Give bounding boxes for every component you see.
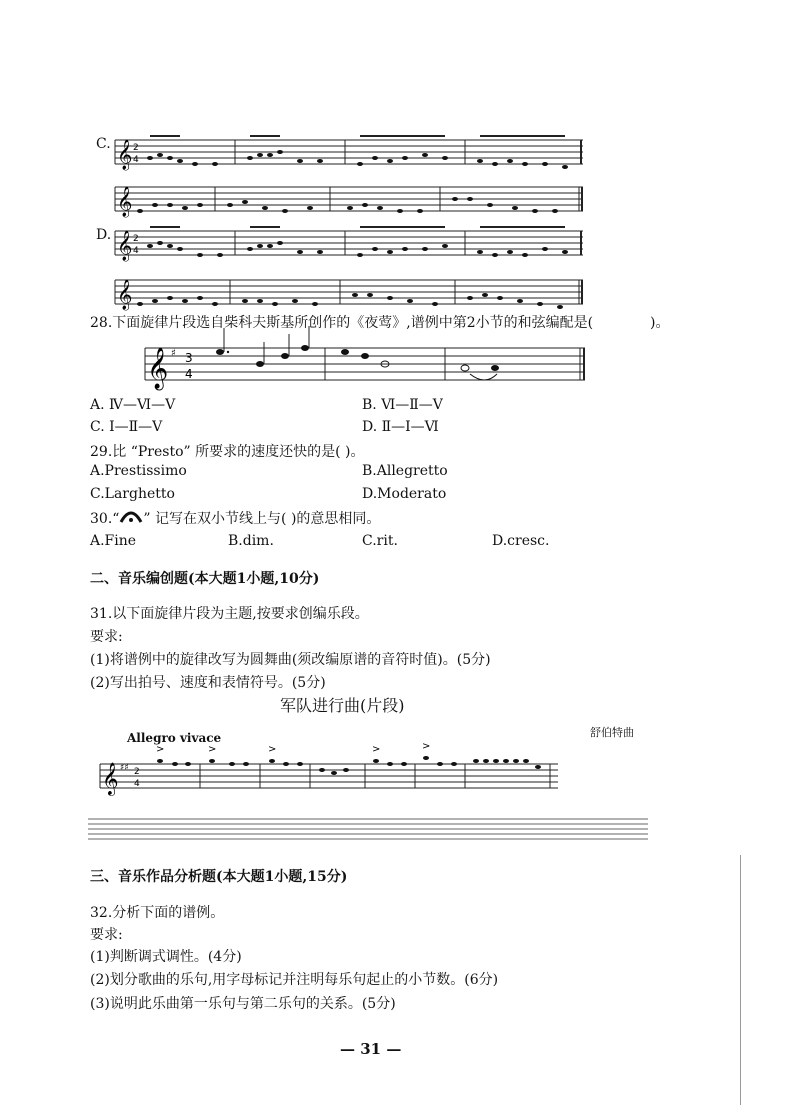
q30-option-b: B.dim. <box>228 533 274 549</box>
svg-text:𝄞: 𝄞 <box>102 762 119 795</box>
q29-question: 29.比 “Presto” 所要求的速度还快的是( )。 <box>90 444 365 460</box>
svg-text:𝄞: 𝄞 <box>147 348 169 389</box>
q31-req-1: (1)将谱例中的旋律改写为圆舞曲(须改编原谱的音符时值)。(5分) <box>90 652 491 668</box>
q30-option-d: D.cresc. <box>492 533 550 549</box>
q30-question <box>90 508 380 528</box>
section3-title: 三、音乐作品分析题(本大题1小题,15分) <box>90 869 348 885</box>
piece-title: 军队进行曲(片段) <box>280 696 405 715</box>
q28-option-c: C. Ⅰ—Ⅱ—Ⅴ <box>90 419 163 435</box>
q29-option-b: B.Allegretto <box>362 463 448 479</box>
svg-text:𝄞: 𝄞 <box>117 140 133 170</box>
option-d-label: D. <box>96 227 112 243</box>
svg-text:4: 4 <box>133 155 139 165</box>
svg-text:𝄞: 𝄞 <box>117 231 133 261</box>
svg-text:𝄞: 𝄞 <box>117 187 133 217</box>
q29-option-a: A.Prestissimo <box>90 463 187 479</box>
tempo-marking: Allegro vivace <box>127 731 222 745</box>
page-number: — 31 — <box>340 1040 402 1058</box>
q28-option-b: B. Ⅵ—Ⅱ—Ⅴ <box>362 397 443 413</box>
music-staff-q28 <box>145 340 587 390</box>
q32-question: 32.分析下面的谱例。 <box>90 905 225 921</box>
svg-text:>: > <box>422 741 431 752</box>
q32-req-1: (1)判断调式调性。(4分) <box>90 949 242 965</box>
svg-text:𝄞: 𝄞 <box>117 280 133 310</box>
svg-text:♯♯: ♯♯ <box>120 763 129 773</box>
music-staff-q31 <box>100 741 560 800</box>
fermata-icon <box>119 510 143 524</box>
music-staff-d1 <box>115 227 585 267</box>
answer-lines <box>88 815 648 845</box>
scan-edge-line <box>740 855 741 1105</box>
svg-text:>: > <box>372 744 381 755</box>
svg-text:>: > <box>208 744 217 755</box>
svg-text:4: 4 <box>134 779 140 789</box>
q28-blank-close: )。 <box>650 315 670 331</box>
svg-text:2: 2 <box>133 143 139 153</box>
q28-option-d: D. Ⅱ—Ⅰ—Ⅵ <box>362 419 439 435</box>
svg-text:4: 4 <box>133 246 139 256</box>
q32-req-label: 要求: <box>90 927 123 943</box>
svg-text:3: 3 <box>185 351 193 365</box>
q30-suffix: ” 记写在双小节线上与( )的意思相同。 <box>143 511 381 527</box>
q31-req-label: 要求: <box>90 629 123 645</box>
q29-option-d: D.Moderato <box>362 486 447 502</box>
q30-option-a: A.Fine <box>90 533 137 549</box>
music-staff-d2 <box>115 276 585 316</box>
option-c-label: C. <box>96 136 111 152</box>
music-staff-c2 <box>115 183 585 223</box>
svg-text:>: > <box>268 744 277 755</box>
composer: 舒伯特曲 <box>590 726 634 739</box>
q30-prefix: 30.“ <box>90 511 120 527</box>
q31-req-2: (2)写出拍号、速度和表情符号。(5分) <box>90 675 326 691</box>
q30-option-c: C.rit. <box>362 533 398 549</box>
svg-text:♯: ♯ <box>171 348 176 359</box>
svg-text:2: 2 <box>134 767 140 777</box>
q32-req-2: (2)划分歌曲的乐句,用字母标记并注明每乐句起止的小节数。(6分) <box>90 972 499 988</box>
music-staff-c1 <box>115 136 585 176</box>
section2-title: 二、音乐编创题(本大题1小题,10分) <box>90 571 320 587</box>
svg-text:>: > <box>156 744 165 755</box>
q32-req-3: (3)说明此乐曲第一乐句与第二乐句的关系。(5分) <box>90 996 396 1012</box>
svg-text:4: 4 <box>185 367 193 381</box>
q28-question: 28.下面旋律片段选自柴科夫斯基所创作的《夜莺》,谱例中第2小节的和弦编配是( <box>90 315 594 331</box>
q28-option-a: A. Ⅳ—Ⅵ—Ⅴ <box>90 397 176 413</box>
svg-text:2: 2 <box>133 234 139 244</box>
q29-option-c: C.Larghetto <box>90 486 175 502</box>
q31-question: 31.以下面旋律片段为主题,按要求创编乐段。 <box>90 606 369 622</box>
